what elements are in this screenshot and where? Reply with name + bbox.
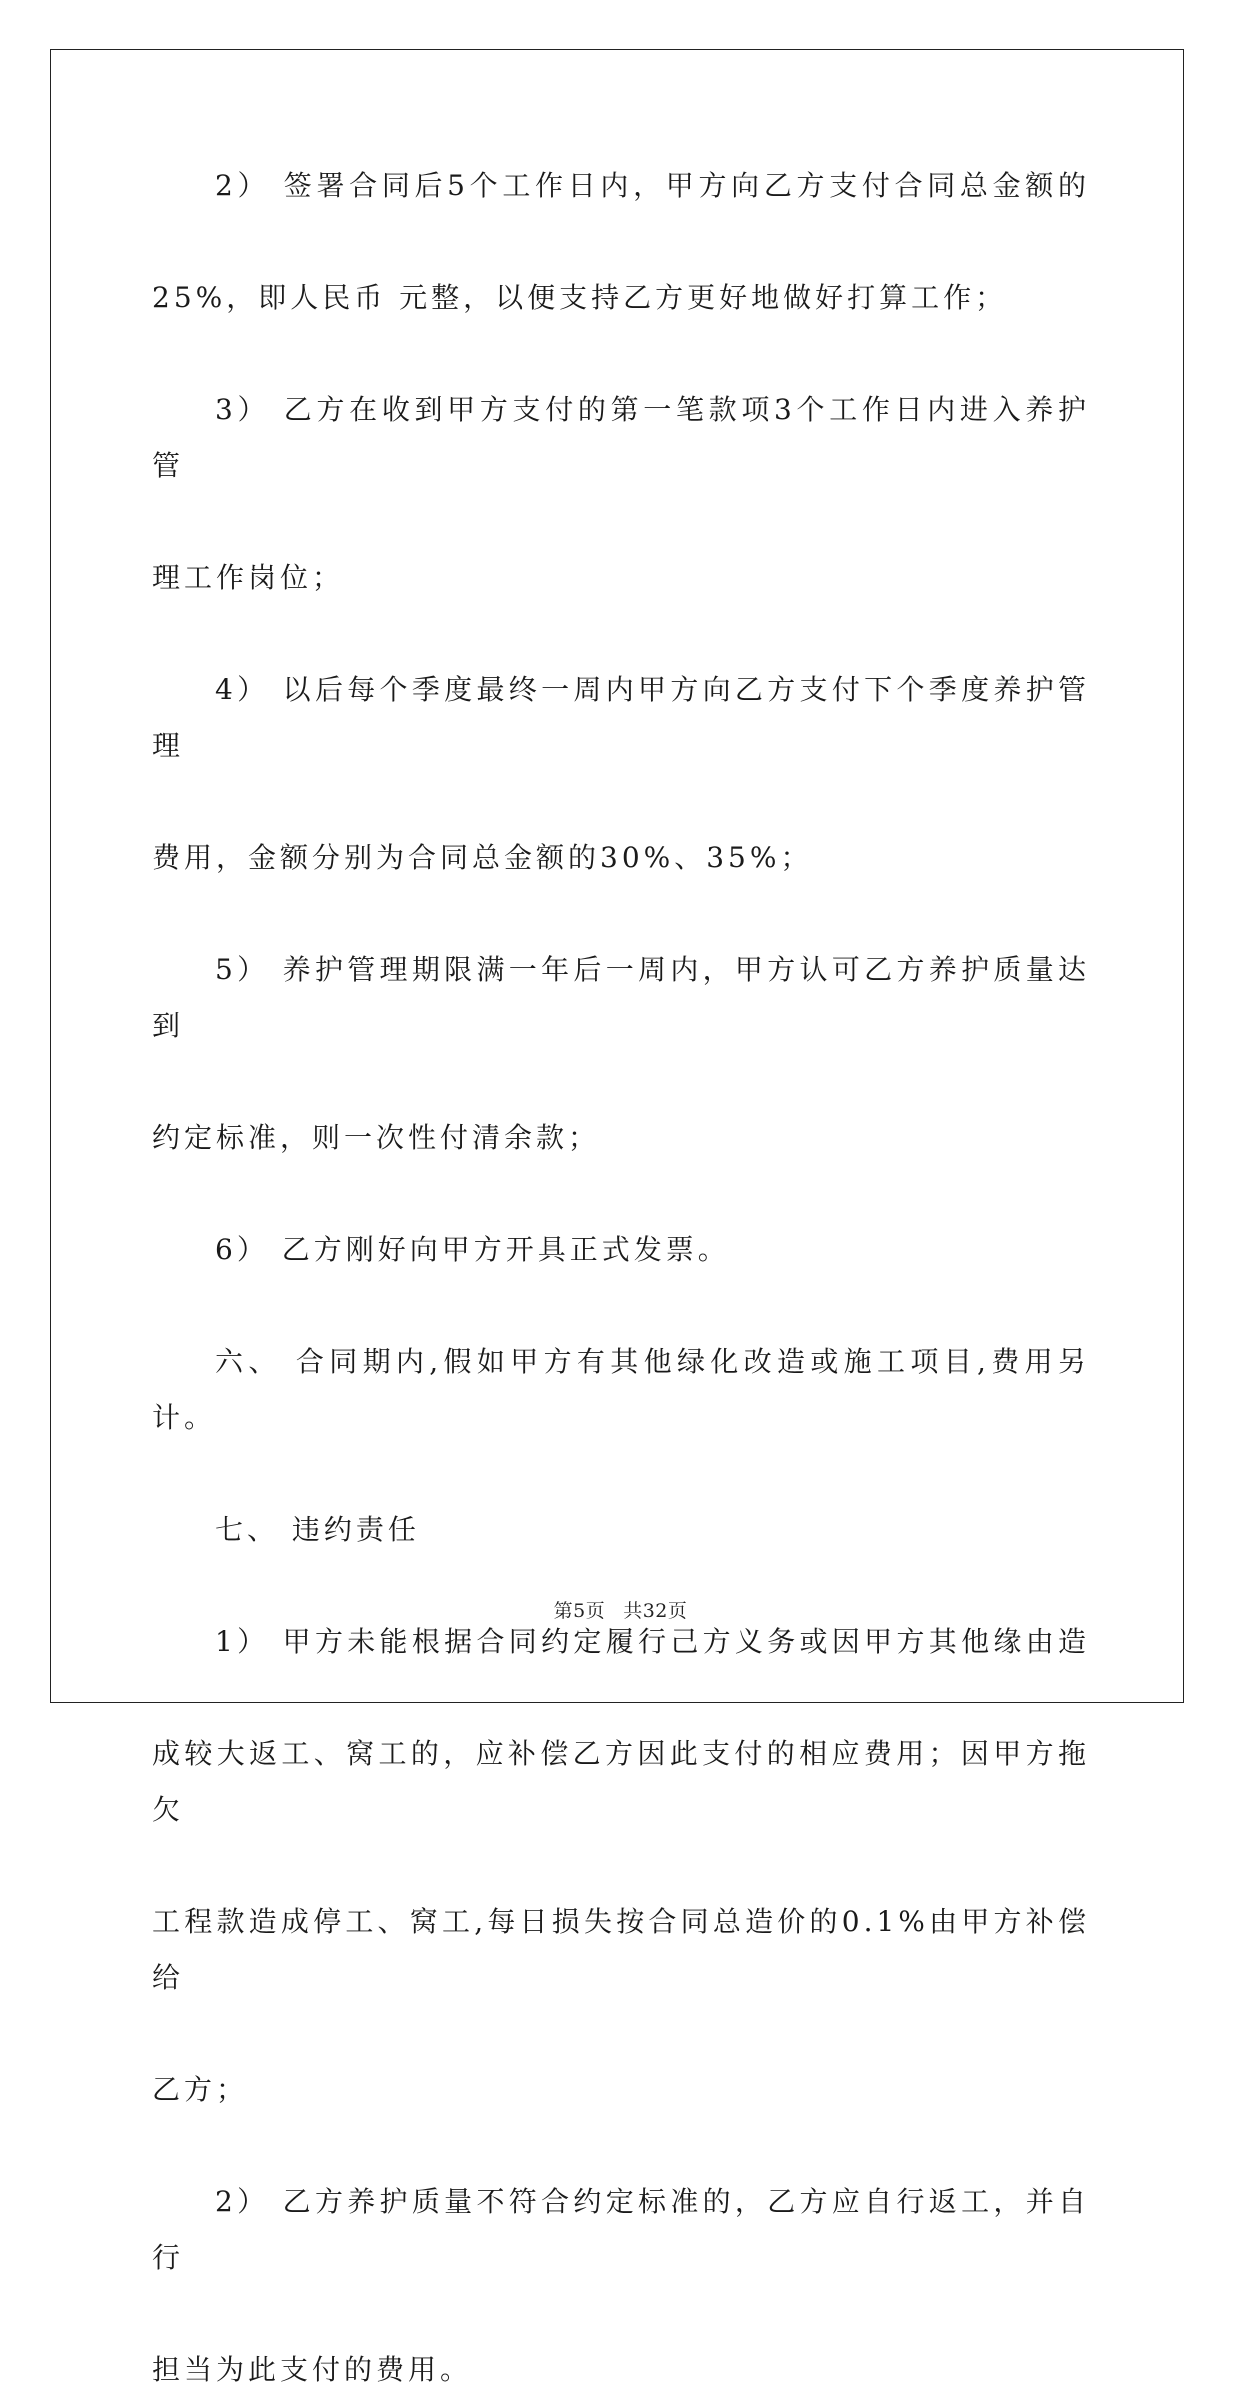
paragraph — [152, 1222, 1090, 1278]
paragraph — [152, 662, 1090, 886]
paragraph-line: 七、 违约责任 — [215, 1513, 420, 1546]
paragraph-line: 25%，即人民币 元整，以便支持乙方更好地做好打算工作； — [152, 281, 1008, 314]
paragraph-line: 乙方； — [152, 2073, 249, 2106]
paragraph — [152, 1334, 1090, 1446]
paragraph — [152, 158, 1090, 326]
paragraph — [152, 942, 1090, 1166]
paragraph-line: 理工作岗位； — [152, 561, 345, 594]
paragraph-line: 担当为此支付的费用。 — [152, 2353, 473, 2386]
paragraph-line: 1） 甲方未能根据合同约定履行己方义务或因甲方其他缘由造 — [215, 1625, 1090, 1658]
paragraph — [152, 382, 1090, 606]
page-footer — [0, 1596, 1241, 1623]
paragraph-line: 工程款造成停工、窝工,每日损失按合同总造价的0.1%由甲方补偿给 — [152, 1905, 1090, 1994]
paragraph-line: 3） 乙方在收到甲方支付的第一笔款项3个工作日内进入养护管 — [152, 393, 1090, 482]
paragraph-line: 成较大返工、窝工的，应补偿乙方因此支付的相应费用；因甲方拖欠 — [152, 1737, 1090, 1826]
page-number: 第5页 — [553, 1600, 606, 1622]
paragraph-line: 2） 乙方养护质量不符合约定标准的，乙方应自行返工，并自行 — [152, 2185, 1090, 2274]
paragraph-line: 5） 养护管理期限满一年后一周内，甲方认可乙方养护质量达到 — [152, 953, 1090, 1042]
paragraph-line: 约定标准，则一次性付清余款； — [152, 1121, 601, 1154]
page-total: 共32页 — [623, 1600, 688, 1622]
paragraph-line: 4） 以后每个季度最终一周内甲方向乙方支付下个季度养护管理 — [152, 673, 1090, 762]
paragraph-line: 费用，金额分别为合同总金额的30%、35%； — [152, 841, 813, 874]
document-body — [152, 158, 1090, 2398]
paragraph-line: 2） 签署合同后5个工作日内，甲方向乙方支付合同总金额的 — [215, 169, 1090, 202]
paragraph — [152, 2174, 1090, 2398]
paragraph — [152, 1614, 1090, 2118]
paragraph-line: 六、 合同期内,假如甲方有其他绿化改造或施工项目,费用另计。 — [152, 1345, 1090, 1434]
paragraph-line: 6） 乙方刚好向甲方开具正式发票。 — [215, 1233, 730, 1266]
paragraph — [152, 1502, 1090, 1558]
